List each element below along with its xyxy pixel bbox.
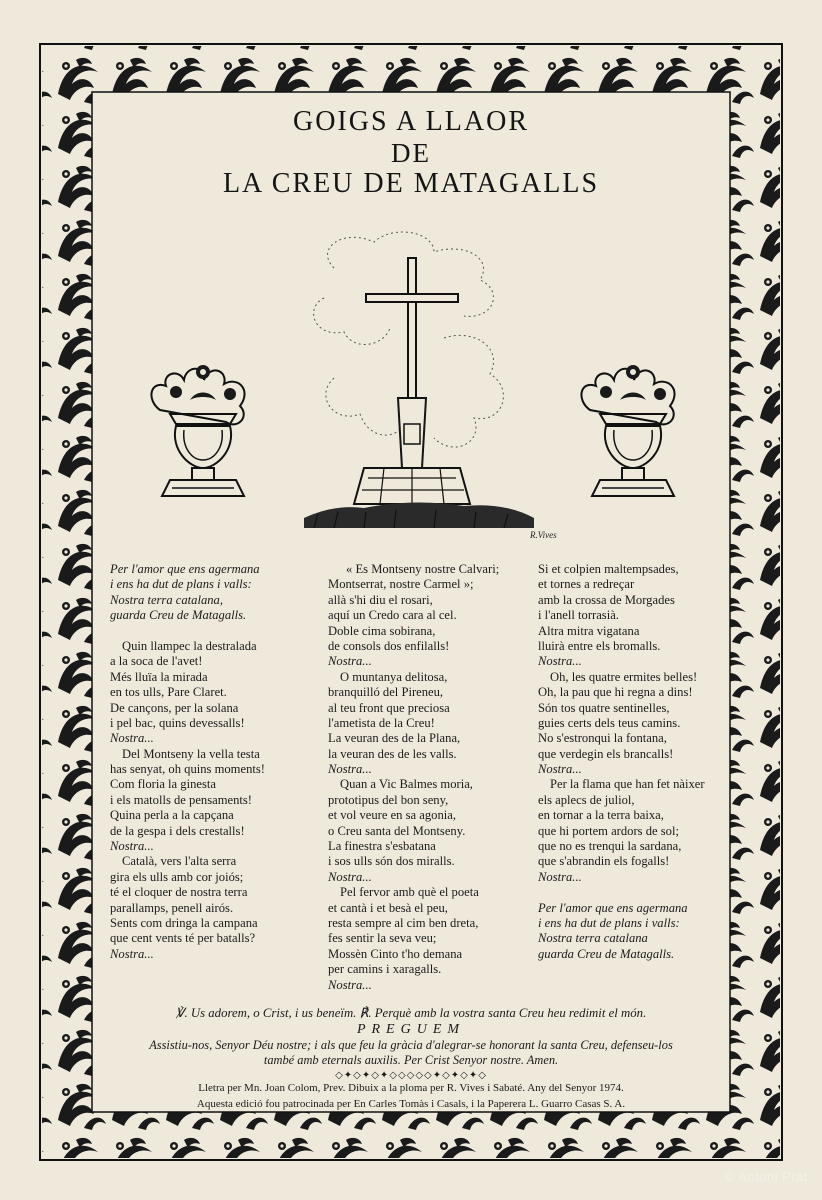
verse-line: Nostra...: [328, 977, 372, 992]
verse-line: Oh, les quatre ermites belles!: [550, 669, 698, 684]
verse-line: i sos ulls són dos miralls.: [328, 854, 455, 869]
verse-line: Nostra...: [328, 869, 372, 884]
verse-line: Per l'amor que ens agermana: [110, 562, 260, 576]
title-line-1: GOIGS A LLAOR: [292, 106, 529, 137]
verse-line: Nostra...: [538, 869, 582, 884]
verse-line: Del Montseny la vella testa: [122, 746, 260, 761]
verse-line: i ens ha dut de plans i valls:: [110, 577, 252, 592]
verse-line: Nostra...: [328, 654, 372, 669]
verse-line: De cançons, per la solana: [110, 700, 239, 715]
verse-line: Nostra...: [110, 731, 154, 746]
verse-line: que s'abrandin els fogalls!: [538, 854, 670, 869]
verse-line: Com floria la ginesta: [110, 777, 216, 792]
prayer-heading: PREGUEM: [356, 1022, 466, 1037]
copyright-watermark: © Antoni Prat: [724, 1169, 808, 1184]
verse-line: que verdegin els brancalls!: [538, 746, 674, 761]
verse-line: Quan a Vic Balmes moria,: [340, 777, 473, 792]
verse-line: Altra mitra vigatana: [538, 623, 640, 638]
verse-line: Per la flama que han fet nàixer: [550, 777, 705, 792]
verse-line: fes sentir la seva veu;: [328, 931, 437, 946]
verse-line: en tos ulls, Pare Claret.: [110, 685, 227, 700]
verse-line: té el cloquer de nostra terra: [110, 885, 248, 900]
verse-line: que cent vents té per batalls?: [110, 931, 256, 946]
verse-line: « Es Montseny nostre Calvari;: [346, 562, 500, 576]
verse-line: Són tos quatre sentinelles,: [538, 700, 670, 715]
prayer-text-line-1: Assistiu-nos, Senyor Déu nostre; i als que feu la gràcia d'alegrar-se honorant la santa Creu, defenseu-los: [149, 1038, 673, 1052]
title-line-2: DE: [391, 138, 431, 168]
verse-line: els aplecs de juliol,: [538, 792, 635, 807]
verse-line: Més lluïa la mirada: [110, 669, 208, 684]
verse-line: Quin llampec la destralada: [122, 638, 257, 653]
verse-line: [538, 885, 724, 900]
verse-line: has senyat, oh quins moments!: [110, 762, 265, 777]
verse-line: Quina perla a la capçana: [110, 808, 234, 823]
verse-line: Nostra...: [328, 762, 372, 777]
verse-line: la veuran des de les valls.: [328, 746, 457, 761]
verse-line: Nostra terra catalana,: [110, 592, 223, 607]
verse-line: Nostra...: [538, 654, 582, 669]
verse-line: amb la crossa de Morgades: [538, 592, 675, 607]
content-area: [98, 100, 724, 1118]
verse-line: resta sempre al cim ben dreta,: [328, 915, 479, 930]
verse-line: de consols dos enfilalls!: [328, 638, 450, 653]
verse-line: Nostra terra catalana: [538, 931, 648, 946]
verse-line: parallamps, penell airós.: [110, 900, 234, 915]
verse-line: guarda Creu de Matagalls.: [110, 608, 247, 623]
verse-line: et vol veure en sa agonia,: [328, 808, 456, 823]
verse-line: Montserrat, nostre Carmel »;: [328, 577, 474, 592]
verse-line: prototipus del bon seny,: [328, 792, 449, 807]
verse-column-middle: [328, 562, 528, 993]
verse-line: o Creu santa del Montseny.: [328, 823, 466, 838]
verse-line: Sents com dringa la campana: [110, 915, 258, 930]
verse-line: que hi portem ardors de sol;: [538, 823, 679, 838]
verse-line: i els matolls de pensaments!: [110, 792, 252, 807]
verse-line: Pel fervor amb què el poeta: [340, 885, 479, 900]
verse-column-left: [110, 562, 316, 962]
verse-line: Oh, la pau que hi regna a dins!: [538, 685, 693, 700]
verse-line: Nostra...: [110, 839, 154, 854]
verse-line: que no es trenqui la sardana,: [538, 839, 682, 854]
prayer-text-line-2: també amb eternals auxilis. Per Crist Senyor nostre. Amen.: [263, 1053, 559, 1067]
verse-line: a la soca de l'avet!: [110, 654, 203, 669]
verse-line: i pel bac, quins devessalls!: [110, 715, 245, 730]
artist-signature: R.Vives: [530, 530, 557, 540]
stone-cross-icon: [294, 228, 544, 536]
verse-line: Nostra...: [110, 946, 154, 961]
verse-line: La veuran des de la Plana,: [328, 731, 461, 746]
ornamental-divider: ◇✦◇✦◇✦◇◇◇◇◇✦◇✦◇✦◇: [335, 1070, 487, 1081]
credits-line-1: Lletra per Mn. Joan Colom, Prev. Dibuix a la ploma per R. Vives i Sabaté. Any del Senyor 1974.: [198, 1082, 624, 1094]
verse-line: La finestra s'esbatana: [328, 839, 436, 854]
credits-line-2: Aquesta edició fou patrocinada per En Carles Tomàs i Casals, i la Paperera L. Guarro Casas S. A.: [196, 1098, 626, 1110]
verse-line: en tornar a la terra baixa,: [538, 808, 664, 823]
verse-line: branquilló del Pireneu,: [328, 685, 444, 700]
verse-line: guarda Creu de Matagalls.: [538, 946, 675, 961]
verse-line: i l'anell torrasià.: [538, 608, 619, 623]
verse-line: l'ametista de la Creu!: [328, 715, 435, 730]
verse-line: No s'estronqui la fontana,: [538, 731, 667, 746]
flower-vase-icon: [570, 350, 696, 510]
verse-line: per camins i xaragalls.: [328, 962, 442, 977]
verse-line: lluirà entre els bromalls.: [538, 638, 661, 653]
verse-line: O muntanya delitosa,: [340, 669, 448, 684]
verse-line: gira els ulls amb cor joiós;: [110, 869, 244, 884]
verse-line: Doble cima sobirana,: [328, 623, 436, 638]
verse-line: aquí un Credo cara al cel.: [328, 608, 457, 623]
verse-line: Si et colpien maltempsades,: [538, 562, 679, 576]
versicle-response: ℣. Us adorem, o Crist, i us beneïm. ℟. Perquè amb la vostra santa Creu heu redimit el món.: [175, 1006, 647, 1020]
verse-line: allà s'hi diu el rosari,: [328, 592, 433, 607]
verse-line: Per l'amor que ens agermana: [538, 900, 688, 915]
verse-line: [110, 624, 316, 639]
flower-vase-icon: [140, 350, 266, 510]
verse-line: Mossèn Cinto t'ho demana: [328, 946, 463, 961]
verse-line: et tornes a redreçar: [538, 577, 635, 592]
verse-line: et cantà i et besà el peu,: [328, 900, 448, 915]
verse-line: guies certs dels teus camins.: [538, 715, 681, 730]
verse-column-right: [538, 562, 724, 962]
verse-line: de la gespa i dels crestalls!: [110, 823, 245, 838]
verse-line: Nostra...: [538, 762, 582, 777]
verse-line: al teu front que preciosa: [328, 700, 450, 715]
verse-line: Català, vers l'alta serra: [122, 854, 237, 869]
title-line-3: LA CREU DE MATAGALLS: [222, 168, 600, 199]
verse-line: i ens ha dut de plans i valls:: [538, 915, 680, 930]
